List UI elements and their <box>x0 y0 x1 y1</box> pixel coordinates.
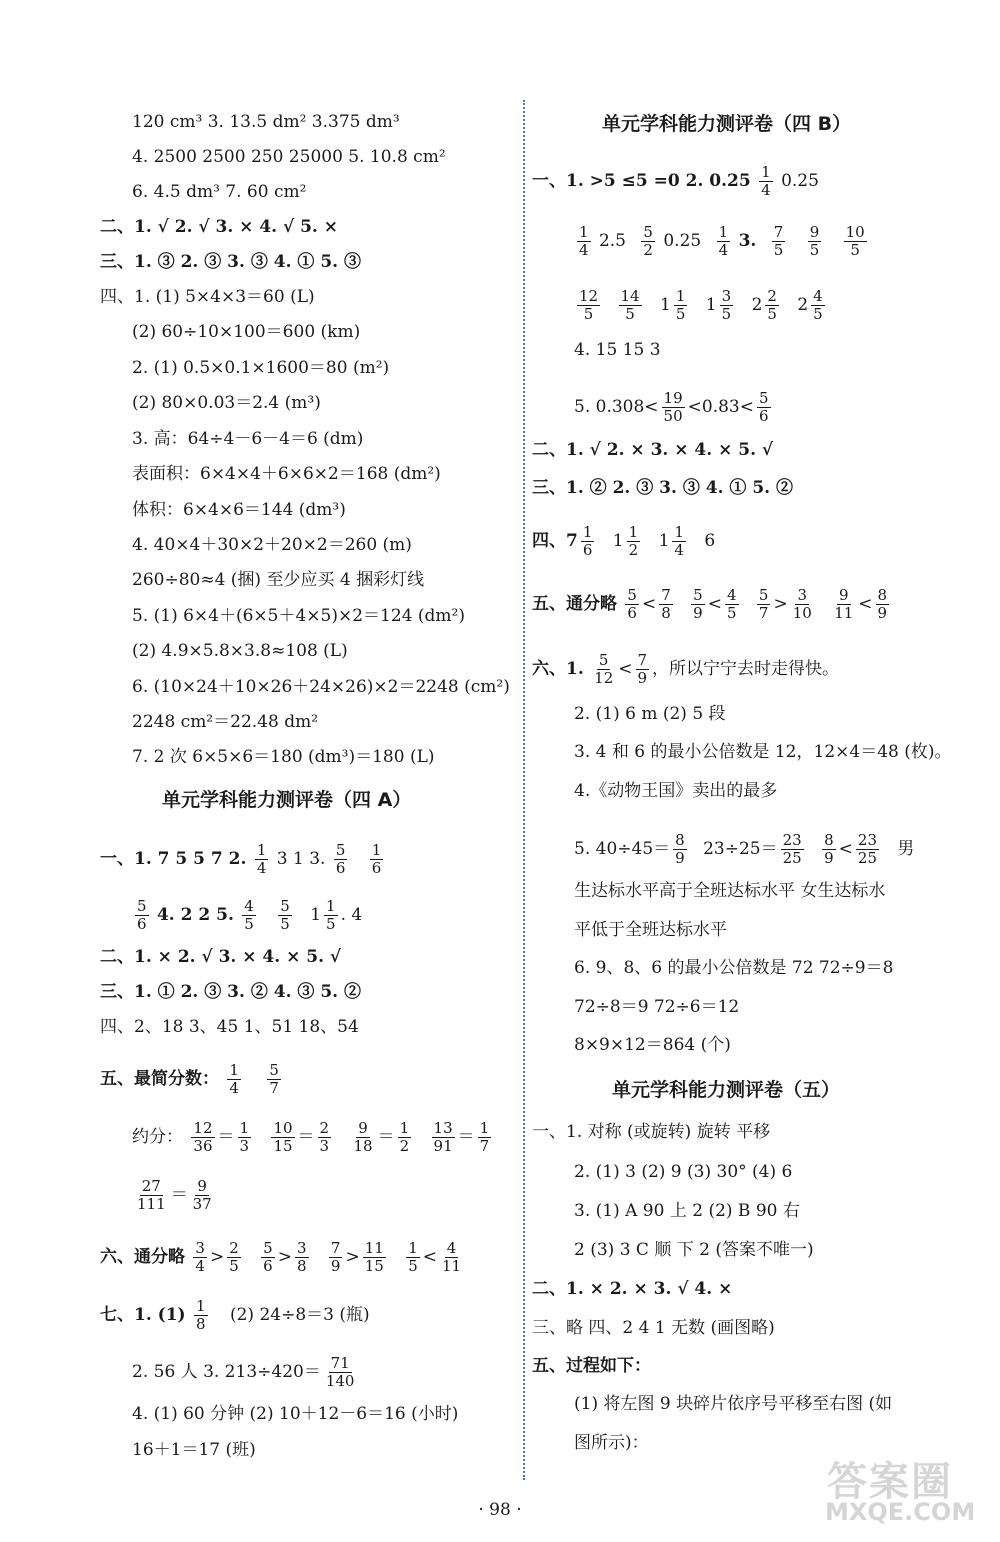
fraction <box>811 288 825 323</box>
answer-line: 一、1. 对称 (或旋转) 旋转 平移 <box>532 1122 771 1142</box>
denominator: 3 <box>239 1137 250 1155</box>
denominator: 3 <box>319 1137 330 1155</box>
denominator: 4 <box>256 859 267 877</box>
fraction <box>765 288 779 323</box>
fraction <box>691 587 705 622</box>
answer-text: ，所以宁宁去时走得快。 <box>652 659 840 679</box>
fraction <box>757 390 771 425</box>
numerator: 12 <box>579 287 599 305</box>
answer-text: 2 <box>797 295 809 315</box>
answer-line: $\frac{27}{111}$ ＝ $\frac{9}{37}$ <box>137 1177 212 1213</box>
denominator: 12 <box>594 669 614 687</box>
section-heading-4a: 单元学科能力测评卷（四 A） <box>162 789 412 811</box>
numerator: 1 <box>761 163 771 181</box>
answer-line: 2. (1) 6 m (2) 5 段 <box>574 704 726 724</box>
numerator: 7 <box>637 651 648 669</box>
denominator: 6 <box>758 407 769 425</box>
fraction <box>135 1178 168 1213</box>
numerator: 23 <box>857 831 877 849</box>
denominator: 5 <box>850 241 860 259</box>
numerator: 9 <box>809 223 820 241</box>
denominator: 4 <box>761 181 771 199</box>
answer-line: 4. 15 15 3 <box>574 340 661 360</box>
numerator: 9 <box>197 1177 207 1195</box>
answer-text: 5. 40÷45＝ <box>574 839 671 859</box>
answer-text: 6 <box>704 531 716 551</box>
answer-text: 六、通分略 <box>100 1247 185 1267</box>
numerator: 10 <box>845 223 865 241</box>
numerator: 13 <box>433 1119 453 1137</box>
answer-line: 三、略 四、2 4 1 无数 (画图略) <box>532 1318 775 1338</box>
fraction <box>757 587 771 622</box>
fraction <box>329 1240 343 1275</box>
denominator: 4 <box>579 241 589 259</box>
numerator: 1 <box>479 1119 490 1137</box>
fraction <box>324 898 338 933</box>
answer-line: 三、1. ② 2. ③ 3. ③ 4. ① 5. ② <box>532 478 794 498</box>
answer-line: 六、通分略 $\frac{3}{4}$ > $\frac{2}{5}$ $\frac{5}{6}$ > $\frac{3}{8}$ $\frac{7}{9}$ > $\frac{11}{15}$ $\frac{1}{5}$ < $\frac{4}{11}$ <box>100 1239 462 1275</box>
answer-line: 二、1. √ 2. × 3. × 4. × 5. √ <box>532 440 774 460</box>
fraction <box>720 288 734 323</box>
denominator: 5 <box>625 305 635 323</box>
answer-line: 4.《动物王国》卖出的最多 <box>574 781 778 801</box>
denominator: 6 <box>371 859 382 877</box>
numerator: 3 <box>296 1239 307 1257</box>
fraction <box>261 1240 275 1275</box>
answer-line: 6. 4.5 dm³ 7. 60 cm² <box>132 182 307 202</box>
fraction <box>759 164 773 199</box>
answer-text: (2) 24÷8＝3 (瓶) <box>229 1305 370 1325</box>
answer-line: 4. (1) 60 分钟 (2) 10＋12－6＝16 (小时) <box>132 1404 459 1424</box>
fraction <box>581 524 595 559</box>
answer-line: 5. 40÷45＝ $\frac{8}{9}$ 23÷25＝ $\frac{23}{25}$ $\frac{8}{9}$ < $\frac{23}{25}$ 男 <box>574 831 915 867</box>
numerator: 1 <box>408 1239 418 1257</box>
denominator: 5 <box>813 305 823 323</box>
fraction <box>227 1062 241 1097</box>
answer-line: 5. (1) 6×4＋(6×5＋4×5)×2＝124 (dm²) <box>132 606 465 626</box>
answer-line <box>100 1062 284 1097</box>
answer-line: 4. 40×4＋30×2＋20×2＝260 (m) <box>132 535 412 555</box>
numerator: 2 <box>767 287 777 305</box>
fraction <box>619 288 642 323</box>
numerator: 9 <box>358 1119 368 1137</box>
column-divider <box>523 100 525 1480</box>
answer-line: 2. (1) 0.5×0.1×1600＝80 (m²) <box>132 358 390 378</box>
denominator: 6 <box>335 859 346 877</box>
fraction <box>673 832 687 867</box>
answer-line <box>574 224 870 259</box>
answer-line <box>132 898 362 933</box>
fraction <box>255 842 269 877</box>
numerator: 3 <box>797 586 808 604</box>
answer-text: 0.25 <box>781 171 819 191</box>
answer-line: (1) 将左图 9 块碎片依序号平移至右图 (如 <box>574 1394 893 1414</box>
answer-line: 六、1. $\frac{5}{12}$ < $\frac{7}{9}$ ，所以宁宁去时走得快。 <box>532 651 840 687</box>
denominator: 9 <box>675 849 685 867</box>
answer-text: 四、7 <box>532 531 578 551</box>
numerator: 5 <box>598 651 609 669</box>
watermark-text: 答案圈 <box>827 1459 953 1505</box>
answer-line: 三、1. ③ 2. ③ 3. ③ 4. ① 5. ③ <box>100 252 362 272</box>
denominator: 36 <box>193 1137 213 1155</box>
fraction <box>781 832 804 867</box>
fraction <box>324 1355 357 1390</box>
numerator: 1 <box>326 897 336 915</box>
numerator: 8 <box>877 586 888 604</box>
answer-line: (2) 60÷10×100＝600 (km) <box>132 322 361 342</box>
fraction <box>844 224 867 259</box>
numerator: 2 <box>319 1119 330 1137</box>
denominator: 2 <box>643 241 653 259</box>
numerator: 4 <box>244 897 254 915</box>
answer-text: 五、通分略 <box>532 594 617 614</box>
denominator: 7 <box>758 604 769 622</box>
numerator: 7 <box>330 1239 341 1257</box>
fraction <box>352 1120 375 1155</box>
denominator: 10 <box>792 604 812 622</box>
fraction <box>318 1120 332 1155</box>
numerator: 12 <box>193 1119 213 1137</box>
numerator: 7 <box>773 223 784 241</box>
answer-text: 0.25 <box>663 231 702 251</box>
fraction <box>193 1240 207 1275</box>
fraction <box>592 652 615 687</box>
numerator: 3 <box>721 287 732 305</box>
denominator: 15 <box>364 1257 384 1275</box>
numerator: 1 <box>628 523 639 541</box>
numerator: 5 <box>627 586 637 604</box>
numerator: 3 <box>195 1239 205 1257</box>
fraction <box>662 390 685 425</box>
answer-line: 三、1. ① 2. ③ 3. ② 4. ③ 5. ② <box>100 982 362 1002</box>
denominator: 25 <box>857 849 877 867</box>
denominator: 15 <box>273 1137 293 1155</box>
answer-line: 五、通分略 $\frac{5}{6}$ < $\frac{7}{8}$ $\frac{5}{9}$ < $\frac{4}{5}$ $\frac{5}{7}$ > $\frac{3}{10}$ $\frac{9}{11}$ < $\frac{8}{9}$ <box>532 586 888 622</box>
answer-line <box>132 1355 359 1390</box>
answer-text: 1 <box>612 531 624 551</box>
denominator: 5 <box>726 604 737 622</box>
fraction <box>227 1240 241 1275</box>
answer-line: 3. (1) A 90 上 2 (2) B 90 右 <box>574 1201 800 1221</box>
fraction <box>856 832 879 867</box>
fraction <box>398 1120 412 1155</box>
fraction <box>627 524 641 559</box>
answer-text: 男 <box>897 839 915 859</box>
answer-line: 7. 2 次 6×5×6＝180 (dm³)＝180 (L) <box>132 747 435 767</box>
answer-text: 一、1. 7 5 5 7 2. <box>100 849 247 869</box>
denominator: 5 <box>408 1257 418 1275</box>
denominator: 8 <box>661 604 671 622</box>
answer-line: (2) 4.9×5.8×3.8≈108 (L) <box>132 641 348 661</box>
answer-line: 16＋1＝17 (班) <box>132 1440 256 1460</box>
answer-line <box>532 164 819 199</box>
answer-line: 二、1. × 2. × 3. √ 4. × <box>532 1279 733 1299</box>
fraction <box>334 842 348 877</box>
denominator: 5 <box>675 305 686 323</box>
numerator: 14 <box>620 287 640 305</box>
answer-line: 四、1. (1) 5×4×3＝60 (L) <box>100 287 315 307</box>
numerator: 1 <box>371 841 382 859</box>
numerator: 11 <box>364 1239 384 1257</box>
numerator: 71 <box>330 1354 350 1372</box>
fraction <box>271 1120 294 1155</box>
answer-line <box>100 1298 370 1333</box>
denominator: 25 <box>782 849 802 867</box>
fraction <box>478 1120 492 1155</box>
answer-text: 1 <box>658 531 670 551</box>
denominator: 9 <box>824 849 834 867</box>
denominator: 9 <box>877 604 888 622</box>
fraction <box>370 842 384 877</box>
numerator: 1 <box>239 1119 250 1137</box>
answer-line: 3. 高：64÷4－6－4＝6 (dm) <box>132 429 364 449</box>
denominator: 4 <box>718 241 729 259</box>
answer-line: 生达标水平高于全班达标水平 女生达标水 <box>574 881 886 901</box>
answer-line: 6. 9、8、6 的最小公倍数是 72 72÷9＝8 <box>574 958 894 978</box>
answer-line: 体积：6×4×6＝144 (dm³) <box>132 500 346 520</box>
fraction <box>406 1240 420 1275</box>
denominator: 50 <box>663 407 683 425</box>
numerator: 5 <box>137 897 147 915</box>
answer-text: 2. 56 人 3. 213÷420＝ <box>132 1362 321 1382</box>
numerator: 5 <box>263 1239 273 1257</box>
fraction <box>822 832 836 867</box>
answer-line <box>532 524 715 559</box>
numerator: 27 <box>141 1177 161 1195</box>
numerator: 5 <box>758 586 769 604</box>
denominator: 5 <box>773 241 784 259</box>
denominator: 4 <box>195 1257 205 1275</box>
fraction <box>772 224 786 259</box>
denominator: 8 <box>296 1257 307 1275</box>
answer-text: 1 <box>705 295 717 315</box>
fraction <box>641 224 655 259</box>
answer-text: 一、1. >5 ≤5 =0 2. 0.25 <box>532 171 751 191</box>
fraction <box>135 898 149 933</box>
fraction <box>191 1120 214 1155</box>
denominator: 9 <box>637 669 648 687</box>
numerator: 1 <box>399 1119 410 1137</box>
answer-line: 二、1. √ 2. √ 3. × 4. √ 5. × <box>100 217 339 237</box>
denominator: 5 <box>809 241 820 259</box>
denominator: 4 <box>674 541 684 559</box>
numerator: 5 <box>269 1061 279 1079</box>
denominator: 11 <box>442 1257 462 1275</box>
denominator: 5 <box>229 1257 239 1275</box>
answer-line: 72÷8＝9 72÷6＝12 <box>574 997 740 1017</box>
denominator: 6 <box>582 541 593 559</box>
fraction <box>672 524 686 559</box>
fraction <box>295 1240 309 1275</box>
answer-line: 4. 2500 2500 250 25000 5. 10.8 cm² <box>132 147 446 167</box>
numerator: 5 <box>693 586 703 604</box>
fraction <box>278 898 292 933</box>
fraction <box>363 1240 386 1275</box>
answer-text: 2 <box>751 295 763 315</box>
denominator: 9 <box>330 1257 341 1275</box>
numerator: 1 <box>256 841 267 859</box>
answer-line: (2) 80×0.03＝2.4 (m³) <box>132 393 321 413</box>
answer-text: 七、1. (1) <box>100 1305 186 1325</box>
answer-text: 4. 2 2 5. <box>156 905 234 925</box>
denominator: 91 <box>433 1137 453 1155</box>
numerator: 8 <box>675 831 685 849</box>
fraction <box>242 898 256 933</box>
fraction <box>832 587 855 622</box>
fraction <box>194 1298 208 1333</box>
answer-line: 四、2、18 3、45 1、51 18、54 <box>100 1017 359 1037</box>
answer-text: 2.5 <box>598 231 626 251</box>
numerator: 5 <box>643 223 653 241</box>
numerator: 1 <box>579 223 589 241</box>
answer-line: 2248 cm²＝22.48 dm² <box>132 712 319 732</box>
answer-line: 二、1. × 2. √ 3. × 4. × 5. √ <box>100 947 342 967</box>
answer-text: 五、最简分数： <box>100 1069 219 1089</box>
fraction <box>191 1178 214 1213</box>
denominator: 5 <box>767 305 777 323</box>
numerator: 5 <box>335 841 346 859</box>
denominator: 6 <box>137 915 147 933</box>
numerator: 1 <box>675 287 686 305</box>
numerator: 10 <box>273 1119 293 1137</box>
fraction <box>577 224 591 259</box>
numerator: 4 <box>446 1239 457 1257</box>
fraction <box>717 224 731 259</box>
answer-text: 约分： <box>132 1127 183 1147</box>
fraction <box>791 587 814 622</box>
numerator: 23 <box>782 831 802 849</box>
fraction <box>625 587 639 622</box>
denominator: 2 <box>399 1137 410 1155</box>
denominator: 140 <box>325 1372 355 1390</box>
answer-text: 1 <box>660 295 671 315</box>
denominator: 6 <box>627 604 637 622</box>
denominator: 5 <box>583 305 594 323</box>
denominator: 18 <box>353 1137 373 1155</box>
answer-text: 23÷25＝ <box>703 839 778 859</box>
denominator: 2 <box>628 541 639 559</box>
answer-text: <0.83< <box>687 397 754 417</box>
watermark-logo <box>815 1450 985 1530</box>
denominator: 8 <box>196 1315 206 1333</box>
answer-line: 260÷80≈4 (捆) 至少应买 4 捆彩灯线 <box>132 570 425 590</box>
fraction <box>636 652 650 687</box>
numerator: 2 <box>229 1239 239 1257</box>
denominator: 11 <box>834 604 854 622</box>
numerator: 8 <box>824 831 834 849</box>
fraction <box>238 1120 252 1155</box>
answer-line <box>574 288 828 323</box>
numerator: 1 <box>229 1061 239 1079</box>
denominator: 6 <box>263 1257 273 1275</box>
denominator: 4 <box>229 1079 239 1097</box>
numerator: 5 <box>280 897 290 915</box>
numerator: 1 <box>196 1297 206 1315</box>
answer-line: 五、过程如下： <box>532 1356 651 1376</box>
denominator: 7 <box>479 1137 490 1155</box>
section-heading-4b: 单元学科能力测评卷（四 B） <box>602 113 852 135</box>
denominator: 111 <box>137 1195 166 1213</box>
numerator: 9 <box>838 586 849 604</box>
answer-text: 3 1 3. <box>276 849 326 869</box>
fraction <box>440 1240 463 1275</box>
denominator: 5 <box>721 305 732 323</box>
watermark-url: MXQE.COM <box>825 1498 976 1526</box>
numerator: 19 <box>663 389 683 407</box>
numerator: 1 <box>582 523 593 541</box>
numerator: 4 <box>813 287 823 305</box>
denominator: 37 <box>192 1195 212 1213</box>
denominator: 5 <box>326 915 336 933</box>
denominator: 5 <box>244 915 254 933</box>
page-number: · 98 · <box>478 1500 522 1520</box>
section-heading-5: 单元学科能力测评卷（五） <box>612 1079 841 1101</box>
denominator: 5 <box>280 915 290 933</box>
denominator: 7 <box>269 1079 279 1097</box>
answer-line: 表面积：6×4×4＋6×6×2＝168 (dm²) <box>132 464 441 484</box>
answer-line: 6. (10×24＋10×26＋24×26)×2＝2248 (cm²) <box>132 677 510 697</box>
numerator: 1 <box>674 523 684 541</box>
numerator: 5 <box>758 389 769 407</box>
answer-line: 2. (1) 3 (2) 9 (3) 30° (4) 6 <box>574 1162 793 1182</box>
answer-line: 3. 4 和 6 的最小公倍数是 12，12×4＝48 (枚)。 <box>574 742 952 762</box>
fraction <box>876 587 890 622</box>
answer-line: 图所示)： <box>574 1433 649 1453</box>
answer-text: 3. <box>738 231 757 251</box>
answer-line <box>574 390 774 425</box>
answer-text: 1 <box>310 905 322 925</box>
numerator: 4 <box>726 586 737 604</box>
fraction <box>674 288 688 323</box>
fraction <box>267 1062 281 1097</box>
answer-line <box>100 842 386 877</box>
answer-text: 5. 0.308< <box>574 397 659 417</box>
answer-line: 8×9×12＝864 (个) <box>574 1035 731 1055</box>
answer-line: 约分： $\frac{12}{36}$ ＝ $\frac{1}{3}$ $\frac{10}{15}$ ＝ $\frac{2}{3}$ $\frac{9}{18}$ ＝ $\frac{1}{2}$ $\frac{13}{91}$ ＝ $\frac{1}{7}$ <box>132 1119 490 1155</box>
answer-line: 2 (3) 3 C 顺 下 2 (答案不唯一) <box>574 1240 814 1260</box>
answer-line: 平低于全班达标水平 <box>574 920 727 940</box>
fraction <box>659 587 673 622</box>
numerator: 7 <box>661 586 671 604</box>
fraction <box>808 224 822 259</box>
fraction <box>432 1120 455 1155</box>
numerator: 1 <box>718 223 729 241</box>
denominator: 9 <box>693 604 703 622</box>
answer-text: 六、1. <box>532 659 584 679</box>
fraction <box>725 587 739 622</box>
fraction <box>577 288 600 323</box>
answer-line: 120 cm³ 3. 13.5 dm² 3.375 dm³ <box>132 112 400 132</box>
answer-text: . 4 <box>340 905 363 925</box>
